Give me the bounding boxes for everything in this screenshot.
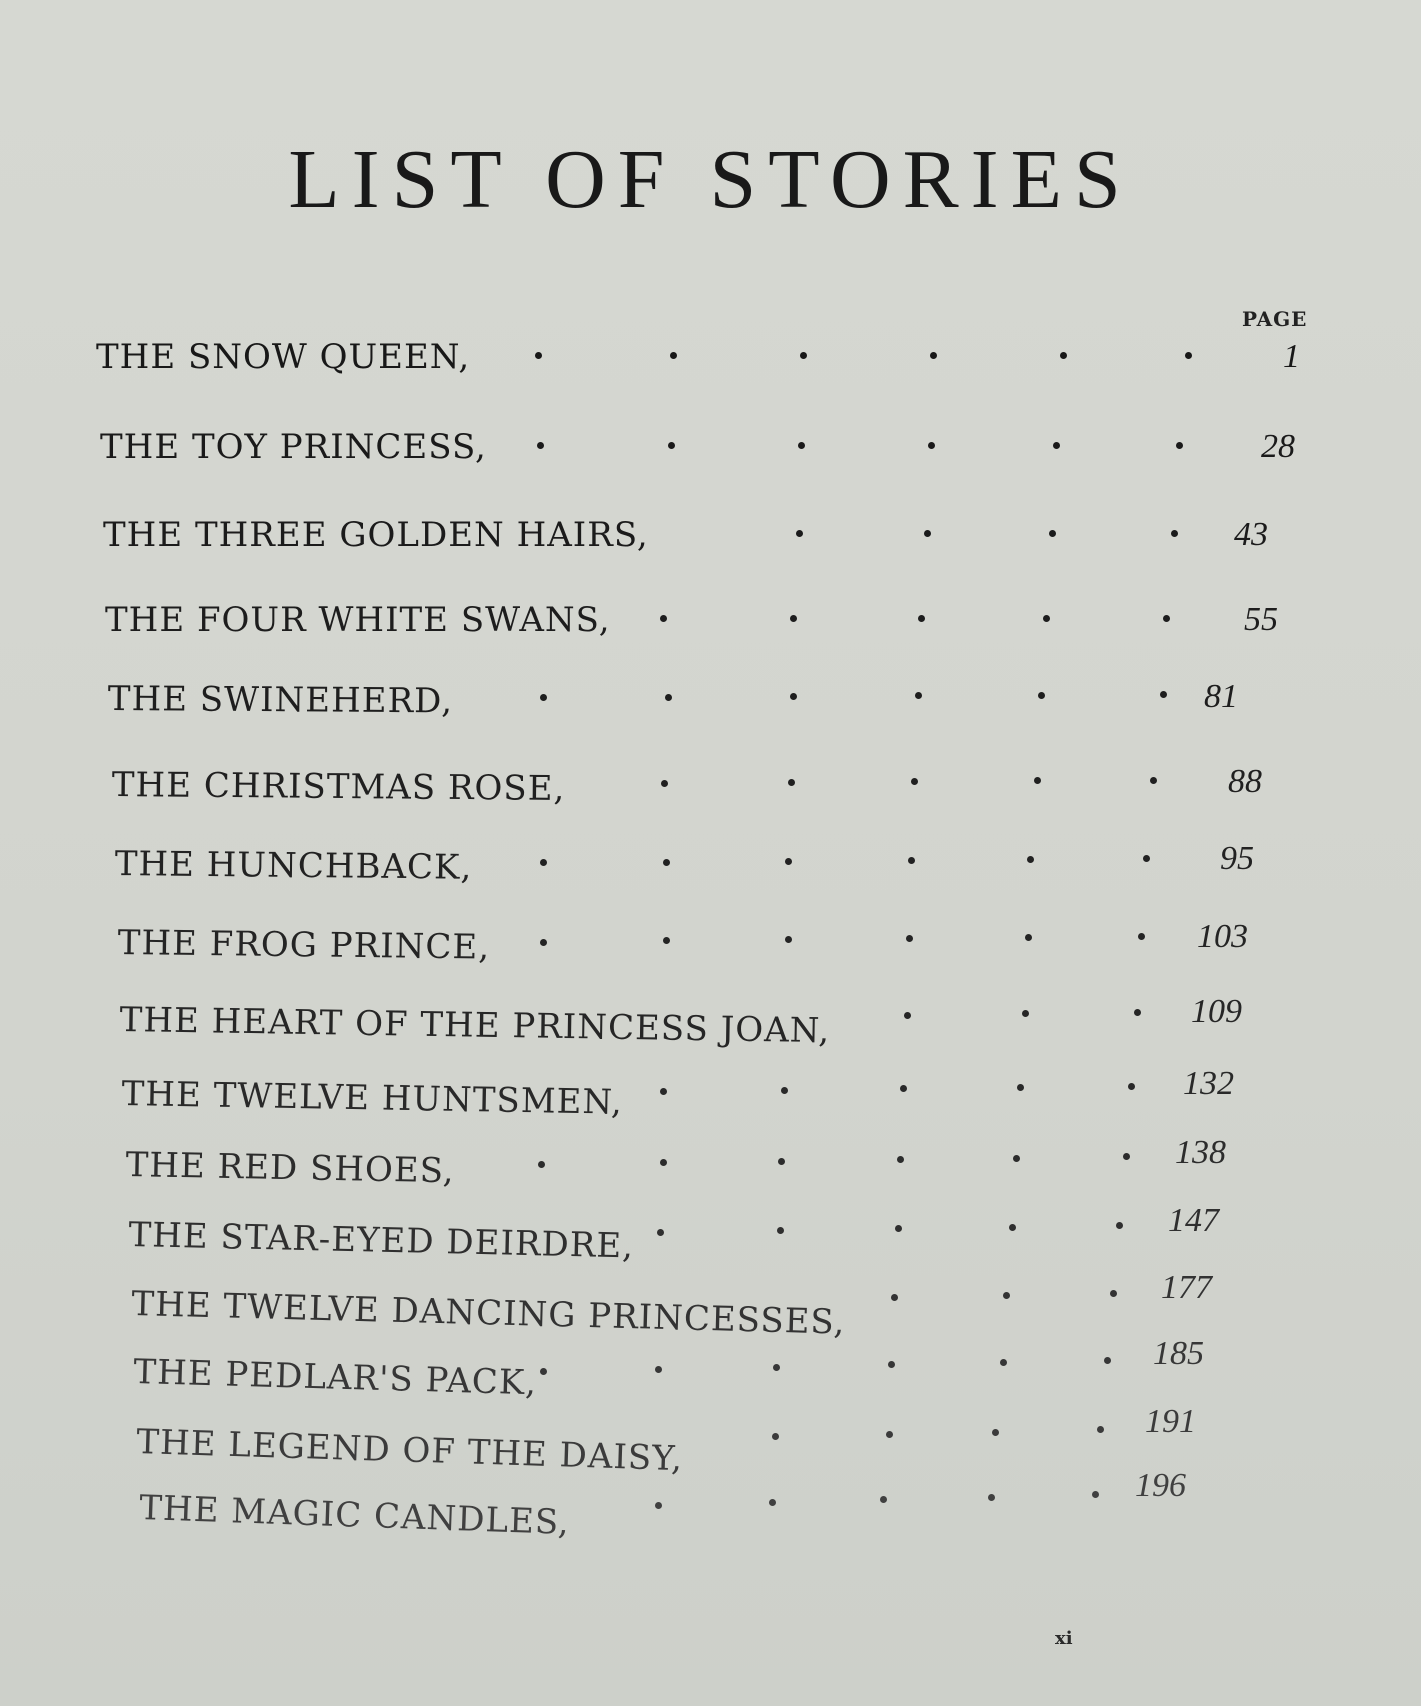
leader-dot	[785, 936, 792, 943]
leader-dot	[924, 530, 931, 537]
toc-entry	[0, 1403, 1421, 1480]
leader-dot	[665, 694, 672, 701]
toc-entry	[0, 515, 1421, 568]
leader-dot	[897, 1156, 904, 1163]
leader-dot	[886, 1431, 893, 1438]
toc-entry	[0, 1335, 1421, 1405]
leader-dot	[888, 1361, 895, 1368]
page-folio: xi	[1055, 1628, 1073, 1649]
page-number: 81	[1204, 678, 1238, 715]
leader-dot	[1038, 692, 1045, 699]
leader-dot	[540, 1368, 547, 1375]
page-number: 1	[1283, 338, 1300, 375]
toc-entry	[0, 1269, 1421, 1343]
leader-dot	[891, 1294, 898, 1301]
page-number: 138	[1175, 1134, 1226, 1171]
page-number: 43	[1234, 516, 1268, 553]
leader-dot	[1022, 1010, 1029, 1017]
story-title: THE MAGIC CANDLES,	[138, 1488, 571, 1544]
toc-entry	[0, 918, 1421, 976]
story-title: THE HEART OF THE PRINCESS JOAN,	[119, 1000, 831, 1052]
leader-dot	[930, 352, 937, 359]
leader-dot	[788, 779, 795, 786]
toc-entry	[0, 840, 1421, 897]
leader-dot	[1043, 615, 1050, 622]
leader-dot	[1134, 1009, 1141, 1016]
page-number: 147	[1168, 1202, 1219, 1239]
leader-dot	[535, 352, 542, 359]
page-column-header: PAGE	[1242, 307, 1308, 331]
leader-dot	[538, 1161, 545, 1168]
leader-dot	[660, 1159, 667, 1166]
leader-dot	[1163, 615, 1170, 622]
page-number: 95	[1220, 840, 1254, 877]
leader-dot	[798, 442, 805, 449]
leader-dot	[537, 442, 544, 449]
leader-dot	[773, 1364, 780, 1371]
leader-dot	[906, 935, 913, 942]
leader-dot	[918, 615, 925, 622]
leader-dot	[660, 615, 667, 622]
leader-dot	[1034, 777, 1041, 784]
toc-entry	[0, 1202, 1421, 1268]
leader-dot	[778, 1158, 785, 1165]
leader-dot	[1171, 530, 1178, 537]
toc-entry	[0, 1134, 1421, 1198]
leader-dot	[915, 692, 922, 699]
leader-dot	[540, 859, 547, 866]
leader-dot	[790, 693, 797, 700]
leader-dot	[992, 1429, 999, 1436]
page-number: 196	[1135, 1467, 1186, 1504]
leader-dot	[1009, 1224, 1016, 1231]
toc-entry	[0, 763, 1421, 818]
page-number: 55	[1244, 601, 1278, 638]
leader-dot	[1060, 352, 1067, 359]
story-title: THE LEGEND OF THE DAISY,	[135, 1422, 684, 1480]
leader-dot	[655, 1366, 662, 1373]
leader-dot	[772, 1433, 779, 1440]
leader-dot	[655, 1502, 662, 1509]
story-title: THE THREE GOLDEN HAIRS,	[103, 515, 649, 555]
leader-dot	[769, 1499, 776, 1506]
leader-dot	[911, 778, 918, 785]
leader-dot	[657, 1229, 664, 1236]
toc-entry	[0, 600, 1421, 653]
leader-dot	[663, 937, 670, 944]
leader-dot	[800, 352, 807, 359]
toc-entry	[0, 1467, 1421, 1544]
story-title: THE TWELVE DANCING PRINCESSES,	[131, 1284, 846, 1343]
leader-dot	[1097, 1426, 1104, 1433]
leader-dot	[540, 939, 547, 946]
story-title: THE RED SHOES,	[125, 1145, 455, 1192]
leader-dot	[895, 1225, 902, 1232]
leader-dot	[1150, 777, 1157, 784]
leader-dot	[1053, 442, 1060, 449]
story-title: THE TWELVE HUNTSMEN,	[121, 1074, 624, 1123]
story-title: THE FROG PRINCE,	[117, 923, 491, 968]
leader-dot	[908, 857, 915, 864]
toc-entry	[0, 1065, 1421, 1127]
leader-dot	[988, 1494, 995, 1501]
leader-dot	[1128, 1083, 1135, 1090]
leader-dot	[1123, 1153, 1130, 1160]
leader-dot	[781, 1087, 788, 1094]
leader-dot	[777, 1227, 784, 1234]
leader-dot	[1185, 352, 1192, 359]
leader-dot	[1092, 1491, 1099, 1498]
story-title: THE STAR-EYED DEIRDRE,	[128, 1215, 635, 1267]
page-title: LIST OF STORIES	[288, 133, 1133, 226]
leader-dot	[1138, 933, 1145, 940]
leader-dot	[1003, 1292, 1010, 1299]
leader-dot	[670, 352, 677, 359]
leader-dot	[1000, 1359, 1007, 1366]
leader-dot	[661, 780, 668, 787]
toc-entry	[0, 427, 1421, 480]
leader-dot	[796, 530, 803, 537]
leader-dot	[660, 1088, 667, 1095]
leader-dot	[540, 694, 547, 701]
story-title: THE SWINEHERD,	[107, 679, 454, 722]
leader-dot	[880, 1496, 887, 1503]
leader-dot	[900, 1085, 907, 1092]
story-title: THE CHRISTMAS ROSE,	[111, 765, 566, 809]
leader-dot	[1176, 442, 1183, 449]
page-number: 185	[1153, 1335, 1204, 1372]
leader-dot	[904, 1012, 911, 1019]
leader-dot	[1027, 856, 1034, 863]
leader-dot	[1017, 1084, 1024, 1091]
leader-dot	[785, 858, 792, 865]
leader-dot	[1104, 1357, 1111, 1364]
page-number: 177	[1161, 1269, 1212, 1306]
page-number: 103	[1197, 918, 1248, 955]
toc-entry	[0, 993, 1421, 1053]
page-number: 132	[1183, 1065, 1234, 1102]
page-number: 88	[1228, 763, 1262, 800]
leader-dot	[668, 442, 675, 449]
story-title: THE FOUR WHITE SWANS,	[105, 600, 611, 640]
story-title: THE SNOW QUEEN,	[96, 337, 471, 377]
story-title: THE HUNCHBACK,	[114, 844, 473, 888]
leader-dot	[1013, 1155, 1020, 1162]
leader-dot	[1143, 855, 1150, 862]
toc-entry	[0, 678, 1421, 732]
leader-dot	[928, 442, 935, 449]
toc-entry	[0, 337, 1421, 390]
page-number: 109	[1191, 993, 1242, 1030]
leader-dot	[1116, 1222, 1123, 1229]
page-number: 191	[1145, 1403, 1196, 1440]
leader-dot	[663, 859, 670, 866]
story-title: THE PEDLAR'S PACK,	[132, 1352, 538, 1404]
leader-dot	[1025, 934, 1032, 941]
story-title: THE TOY PRINCESS,	[100, 427, 487, 467]
page-number: 28	[1261, 428, 1295, 465]
leader-dot	[1049, 530, 1056, 537]
leader-dot	[790, 615, 797, 622]
leader-dot	[1110, 1290, 1117, 1297]
